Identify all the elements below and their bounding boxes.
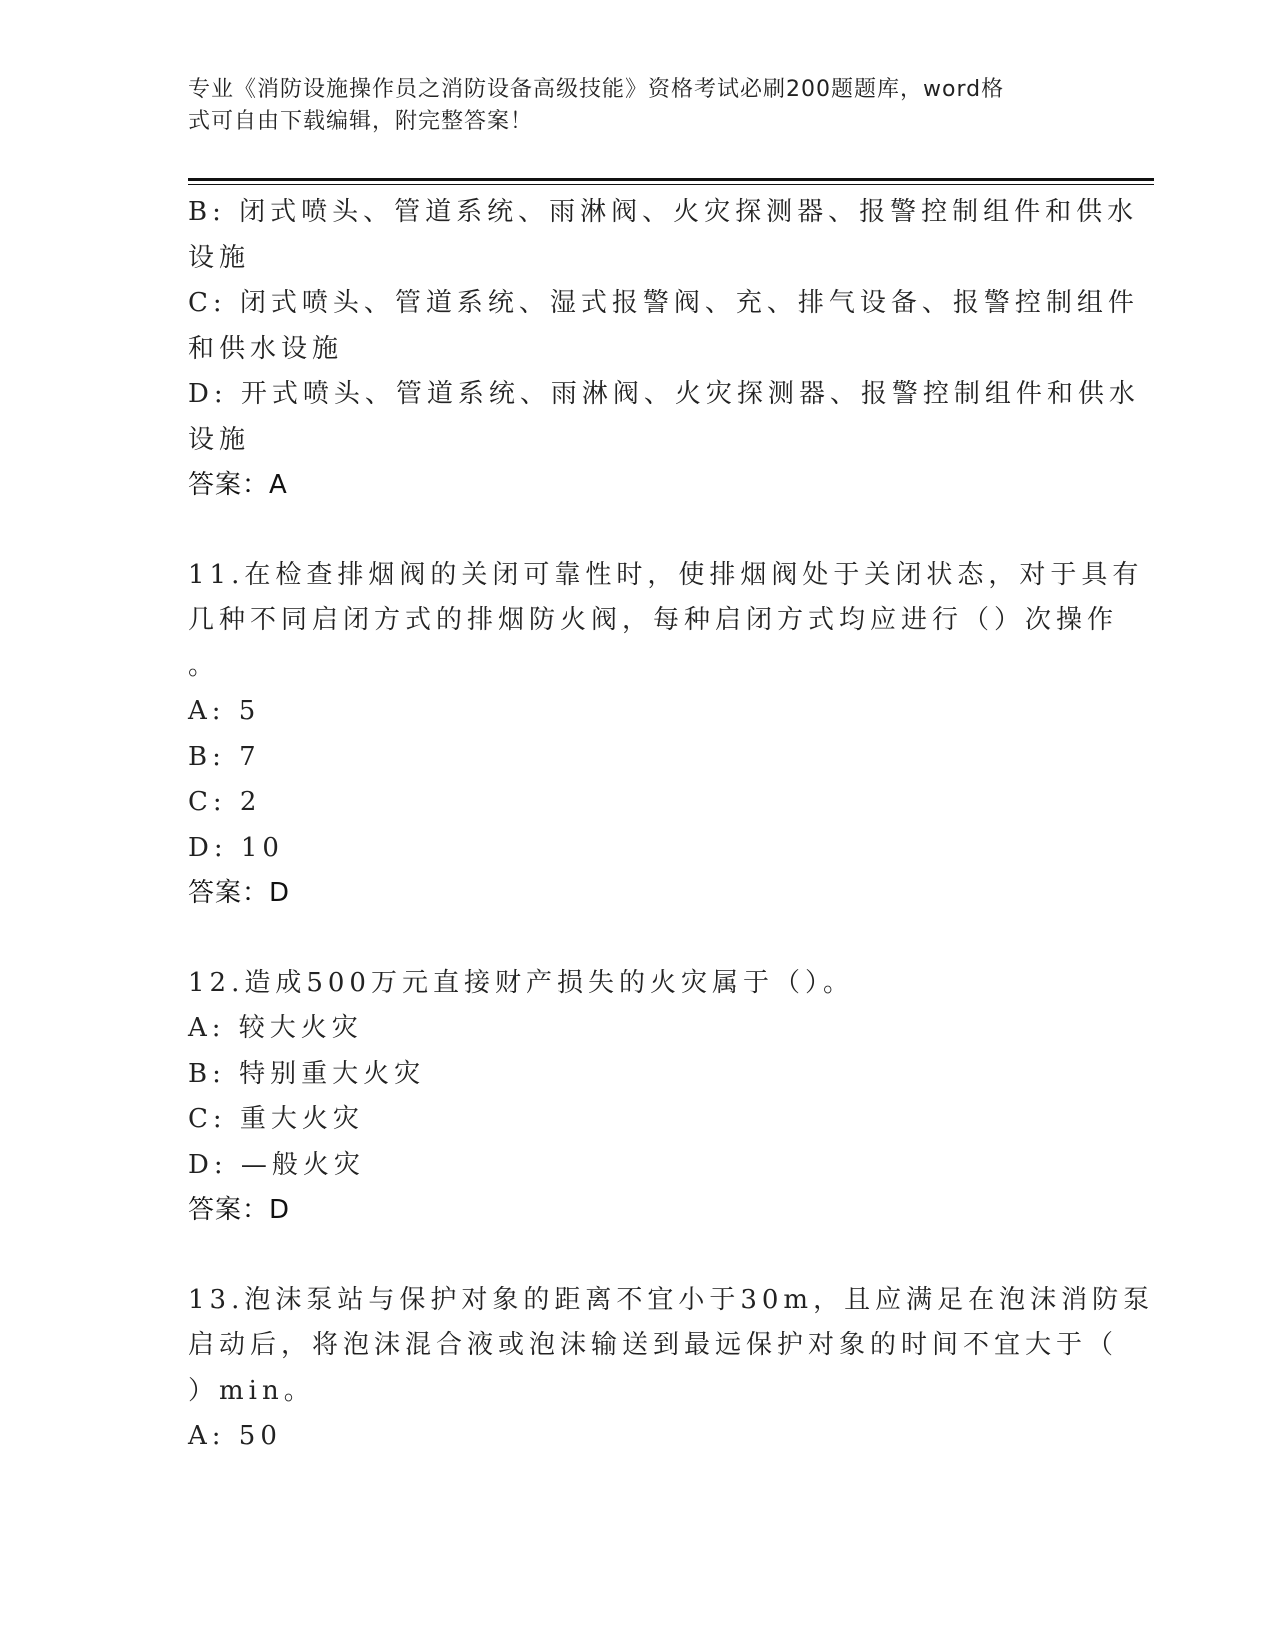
option-c-continued: 和供水设施 — [188, 333, 344, 364]
answer-label: 答案：D — [188, 878, 291, 908]
option-d-continued: 设施 — [188, 424, 251, 455]
question-stem-continued: 启动后，将泡沫混合液或泡沫输送到最远保护对象的时间不宜大于（ — [188, 1330, 1119, 1360]
prev-question-block — [188, 190, 1140, 509]
header-divider-thick — [188, 178, 1154, 181]
option-c: C: 2 — [188, 787, 262, 817]
option-b: B: 7 — [188, 741, 261, 772]
option-b: B: 特别重大火灾 — [188, 1058, 426, 1089]
question-stem: 12.造成500万元直接财产损失的火灾属于（）。 — [188, 967, 854, 998]
question-stem-continued: 几种不同启闭方式的排烟防火阀，每种启闭方式均应进行（）次操作 — [188, 605, 1119, 635]
header-title-line-2: 式可自由下载编辑，附完整答案！ — [188, 109, 534, 134]
option-a: A: 5 — [188, 696, 261, 726]
question-content — [188, 190, 1155, 1460]
question-stem: 11.在检查排烟阀的关闭可靠性时，使排烟阀处于关闭状态，对于具有 — [188, 559, 1144, 590]
question-11 — [188, 553, 1144, 917]
option-d: D: —般火灾 — [188, 1149, 365, 1180]
header-title-line-1: 专业《消防设施操作员之消防设备高级技能》资格考试必刷200题题库，word格 — [188, 77, 1005, 102]
option-b: B: 闭式喷头、管道系统、雨淋阀、火灾探测器、报警控制组件和供水 — [188, 197, 1139, 227]
question-stem-end: 。 — [188, 650, 220, 681]
option-d: D: 10 — [188, 832, 284, 863]
question-stem-end: ）min。 — [188, 1375, 315, 1406]
option-b-continued: 设施 — [188, 242, 251, 273]
option-c: C: 重大火灾 — [188, 1104, 364, 1134]
option-a: A: 50 — [188, 1421, 282, 1451]
question-12 — [188, 961, 1068, 1234]
question-stem: 13.泡沫泵站与保护对象的距离不宜小于30m，且应满足在泡沫消防泵 — [188, 1284, 1155, 1315]
option-a: A: 较大火灾 — [188, 1013, 363, 1043]
document-header — [188, 74, 1068, 138]
answer-label: 答案：A — [188, 470, 288, 500]
answer-label: 答案：D — [188, 1195, 291, 1225]
option-d: D: 开式喷头、管道系统、雨淋阀、火灾探测器、报警控制组件和供水 — [188, 379, 1140, 409]
header-divider-thin — [188, 184, 1154, 185]
question-13 — [188, 1278, 1155, 1460]
option-c: C: 闭式喷头、管道系统、湿式报警阀、充、排气设备、报警控制组件 — [188, 288, 1139, 318]
